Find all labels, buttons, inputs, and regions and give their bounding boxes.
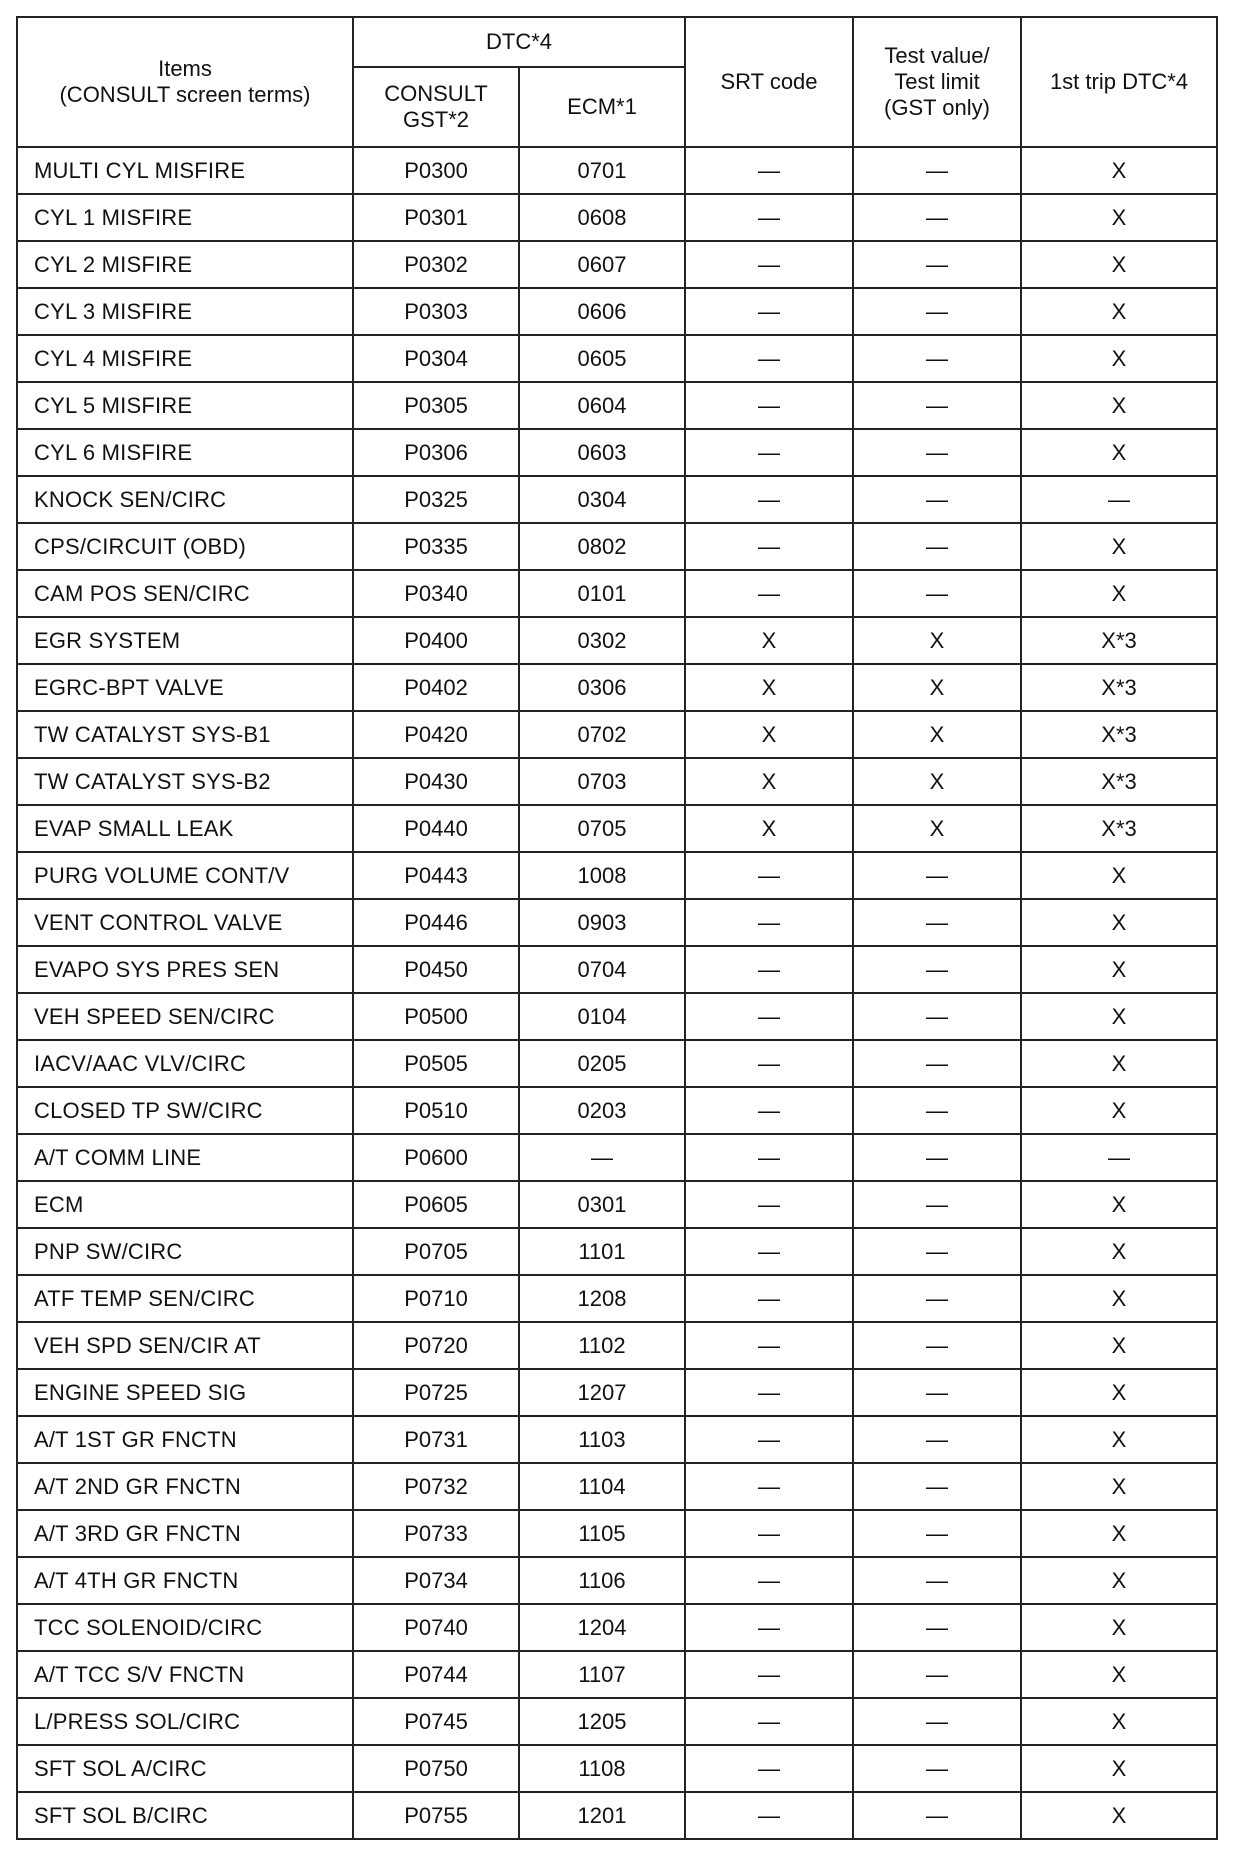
- cell-item: A/T TCC S/V FNCTN: [17, 1651, 353, 1698]
- table-row: [17, 617, 1217, 664]
- table-row: [17, 1745, 1217, 1792]
- cell-item: CLOSED TP SW/CIRC: [17, 1087, 353, 1134]
- cell-item: A/T 3RD GR FNCTN: [17, 1510, 353, 1557]
- cell-srt-code: —: [685, 1604, 853, 1651]
- cell-consult-gst: P0500: [353, 993, 519, 1040]
- cell-consult-gst: P0740: [353, 1604, 519, 1651]
- cell-item: A/T 1ST GR FNCTN: [17, 1416, 353, 1463]
- cell-ecm: 1108: [519, 1745, 685, 1792]
- cell-srt-code: —: [685, 288, 853, 335]
- cell-first-trip-dtc: X: [1021, 570, 1217, 617]
- cell-consult-gst: P0430: [353, 758, 519, 805]
- cell-ecm: 0101: [519, 570, 685, 617]
- table-row: [17, 288, 1217, 335]
- cell-ecm: 0205: [519, 1040, 685, 1087]
- cell-item: CYL 6 MISFIRE: [17, 429, 353, 476]
- cell-srt-code: —: [685, 993, 853, 1040]
- table-row: [17, 476, 1217, 523]
- cell-first-trip-dtc: X: [1021, 1087, 1217, 1134]
- cell-item: PURG VOLUME CONT/V: [17, 852, 353, 899]
- cell-item: A/T 2ND GR FNCTN: [17, 1463, 353, 1510]
- cell-consult-gst: P0446: [353, 899, 519, 946]
- cell-test-value: —: [853, 288, 1021, 335]
- table-body: [17, 147, 1217, 1839]
- cell-first-trip-dtc: X: [1021, 523, 1217, 570]
- cell-srt-code: —: [685, 382, 853, 429]
- cell-ecm: 1103: [519, 1416, 685, 1463]
- cell-srt-code: —: [685, 335, 853, 382]
- table-row: [17, 147, 1217, 194]
- cell-srt-code: —: [685, 1275, 853, 1322]
- cell-first-trip-dtc: X: [1021, 1651, 1217, 1698]
- cell-srt-code: X: [685, 664, 853, 711]
- cell-consult-gst: P0732: [353, 1463, 519, 1510]
- cell-srt-code: —: [685, 1134, 853, 1181]
- table-row: [17, 805, 1217, 852]
- cell-test-value: —: [853, 1228, 1021, 1275]
- table-row: [17, 523, 1217, 570]
- cell-test-value: X: [853, 711, 1021, 758]
- cell-srt-code: —: [685, 476, 853, 523]
- cell-item: CYL 5 MISFIRE: [17, 382, 353, 429]
- cell-srt-code: —: [685, 852, 853, 899]
- header-consult-gst: CONSULT GST*2: [353, 67, 519, 147]
- cell-first-trip-dtc: X: [1021, 147, 1217, 194]
- cell-ecm: 0306: [519, 664, 685, 711]
- cell-srt-code: —: [685, 1792, 853, 1839]
- cell-test-value: —: [853, 570, 1021, 617]
- cell-test-value: —: [853, 1040, 1021, 1087]
- cell-srt-code: —: [685, 1745, 853, 1792]
- cell-ecm: 0903: [519, 899, 685, 946]
- cell-test-value: —: [853, 335, 1021, 382]
- cell-first-trip-dtc: X: [1021, 1745, 1217, 1792]
- cell-first-trip-dtc: X: [1021, 335, 1217, 382]
- cell-item: EVAP SMALL LEAK: [17, 805, 353, 852]
- table-row: [17, 429, 1217, 476]
- cell-item: ATF TEMP SEN/CIRC: [17, 1275, 353, 1322]
- table-row: [17, 1463, 1217, 1510]
- cell-consult-gst: P0755: [353, 1792, 519, 1839]
- cell-srt-code: —: [685, 1557, 853, 1604]
- cell-test-value: —: [853, 852, 1021, 899]
- cell-srt-code: —: [685, 1087, 853, 1134]
- cell-item: EGR SYSTEM: [17, 617, 353, 664]
- cell-consult-gst: P0450: [353, 946, 519, 993]
- cell-test-value: —: [853, 1557, 1021, 1604]
- cell-item: EVAPO SYS PRES SEN: [17, 946, 353, 993]
- cell-item: EGRC-BPT VALVE: [17, 664, 353, 711]
- cell-item: CYL 2 MISFIRE: [17, 241, 353, 288]
- cell-srt-code: —: [685, 241, 853, 288]
- table-header: [17, 17, 1217, 147]
- cell-first-trip-dtc: X: [1021, 382, 1217, 429]
- table-row: [17, 335, 1217, 382]
- cell-first-trip-dtc: X: [1021, 1416, 1217, 1463]
- table-row: [17, 1604, 1217, 1651]
- table-row: [17, 1275, 1217, 1322]
- cell-first-trip-dtc: X: [1021, 1557, 1217, 1604]
- cell-test-value: X: [853, 617, 1021, 664]
- cell-consult-gst: P0305: [353, 382, 519, 429]
- cell-consult-gst: P0750: [353, 1745, 519, 1792]
- table-row: [17, 899, 1217, 946]
- cell-consult-gst: P0733: [353, 1510, 519, 1557]
- cell-ecm: 0802: [519, 523, 685, 570]
- cell-consult-gst: P0440: [353, 805, 519, 852]
- cell-first-trip-dtc: —: [1021, 476, 1217, 523]
- cell-first-trip-dtc: X: [1021, 1698, 1217, 1745]
- cell-consult-gst: P0420: [353, 711, 519, 758]
- cell-test-value: —: [853, 1181, 1021, 1228]
- cell-srt-code: —: [685, 1181, 853, 1228]
- cell-first-trip-dtc: X*3: [1021, 664, 1217, 711]
- cell-consult-gst: P0304: [353, 335, 519, 382]
- cell-ecm: 1101: [519, 1228, 685, 1275]
- cell-srt-code: —: [685, 1698, 853, 1745]
- table-row: [17, 1651, 1217, 1698]
- cell-item: CAM POS SEN/CIRC: [17, 570, 353, 617]
- cell-ecm: 1205: [519, 1698, 685, 1745]
- cell-item: CYL 4 MISFIRE: [17, 335, 353, 382]
- cell-srt-code: —: [685, 1651, 853, 1698]
- cell-item: PNP SW/CIRC: [17, 1228, 353, 1275]
- cell-ecm: 0606: [519, 288, 685, 335]
- cell-item: IACV/AAC VLV/CIRC: [17, 1040, 353, 1087]
- cell-first-trip-dtc: X*3: [1021, 758, 1217, 805]
- cell-ecm: 1204: [519, 1604, 685, 1651]
- cell-item: CYL 3 MISFIRE: [17, 288, 353, 335]
- table-row: [17, 241, 1217, 288]
- header-dtc-group: DTC*4: [353, 17, 685, 67]
- cell-first-trip-dtc: X: [1021, 194, 1217, 241]
- cell-consult-gst: P0302: [353, 241, 519, 288]
- cell-test-value: —: [853, 476, 1021, 523]
- cell-ecm: 1105: [519, 1510, 685, 1557]
- cell-test-value: —: [853, 1745, 1021, 1792]
- cell-srt-code: —: [685, 1322, 853, 1369]
- cell-ecm: 0607: [519, 241, 685, 288]
- cell-srt-code: —: [685, 899, 853, 946]
- cell-consult-gst: P0443: [353, 852, 519, 899]
- table-row: [17, 1557, 1217, 1604]
- cell-first-trip-dtc: X: [1021, 288, 1217, 335]
- cell-srt-code: —: [685, 1040, 853, 1087]
- cell-test-value: X: [853, 664, 1021, 711]
- header-test-value: Test value/ Test limit (GST only): [853, 17, 1021, 147]
- table-row: [17, 1698, 1217, 1745]
- cell-ecm: 1208: [519, 1275, 685, 1322]
- cell-consult-gst: P0705: [353, 1228, 519, 1275]
- cell-item: MULTI CYL MISFIRE: [17, 147, 353, 194]
- cell-first-trip-dtc: X: [1021, 1792, 1217, 1839]
- cell-consult-gst: P0505: [353, 1040, 519, 1087]
- cell-item: TW CATALYST SYS-B2: [17, 758, 353, 805]
- cell-ecm: 1102: [519, 1322, 685, 1369]
- cell-test-value: —: [853, 1604, 1021, 1651]
- table-row: [17, 1510, 1217, 1557]
- cell-first-trip-dtc: X: [1021, 1369, 1217, 1416]
- cell-test-value: —: [853, 1322, 1021, 1369]
- cell-first-trip-dtc: X: [1021, 429, 1217, 476]
- cell-consult-gst: P0731: [353, 1416, 519, 1463]
- cell-item: A/T 4TH GR FNCTN: [17, 1557, 353, 1604]
- cell-test-value: —: [853, 523, 1021, 570]
- cell-first-trip-dtc: X: [1021, 1510, 1217, 1557]
- cell-srt-code: X: [685, 617, 853, 664]
- cell-test-value: —: [853, 241, 1021, 288]
- cell-test-value: —: [853, 899, 1021, 946]
- cell-srt-code: —: [685, 523, 853, 570]
- table-row: [17, 758, 1217, 805]
- cell-ecm: —: [519, 1134, 685, 1181]
- cell-ecm: 0203: [519, 1087, 685, 1134]
- cell-first-trip-dtc: X: [1021, 241, 1217, 288]
- cell-test-value: —: [853, 993, 1021, 1040]
- cell-srt-code: —: [685, 429, 853, 476]
- cell-ecm: 0604: [519, 382, 685, 429]
- cell-test-value: —: [853, 1792, 1021, 1839]
- header-items: Items (CONSULT screen terms): [17, 17, 353, 147]
- table-row: [17, 194, 1217, 241]
- cell-test-value: —: [853, 1369, 1021, 1416]
- cell-consult-gst: P0301: [353, 194, 519, 241]
- cell-item: TW CATALYST SYS-B1: [17, 711, 353, 758]
- cell-consult-gst: P0510: [353, 1087, 519, 1134]
- cell-first-trip-dtc: —: [1021, 1134, 1217, 1181]
- cell-srt-code: —: [685, 1228, 853, 1275]
- cell-consult-gst: P0744: [353, 1651, 519, 1698]
- table-row: [17, 1322, 1217, 1369]
- cell-srt-code: —: [685, 1369, 853, 1416]
- cell-item: A/T COMM LINE: [17, 1134, 353, 1181]
- cell-item: ECM: [17, 1181, 353, 1228]
- cell-ecm: 0304: [519, 476, 685, 523]
- cell-ecm: 1107: [519, 1651, 685, 1698]
- cell-srt-code: X: [685, 805, 853, 852]
- cell-first-trip-dtc: X: [1021, 993, 1217, 1040]
- cell-srt-code: —: [685, 946, 853, 993]
- cell-srt-code: —: [685, 570, 853, 617]
- cell-ecm: 0705: [519, 805, 685, 852]
- cell-first-trip-dtc: X: [1021, 1181, 1217, 1228]
- cell-first-trip-dtc: X: [1021, 1322, 1217, 1369]
- table-row: [17, 993, 1217, 1040]
- cell-item: VENT CONTROL VALVE: [17, 899, 353, 946]
- table-row: [17, 1040, 1217, 1087]
- table-row: [17, 711, 1217, 758]
- table-row: [17, 1087, 1217, 1134]
- cell-test-value: —: [853, 946, 1021, 993]
- table-row: [17, 664, 1217, 711]
- cell-consult-gst: P0745: [353, 1698, 519, 1745]
- cell-consult-gst: P0335: [353, 523, 519, 570]
- cell-test-value: —: [853, 429, 1021, 476]
- cell-consult-gst: P0340: [353, 570, 519, 617]
- cell-consult-gst: P0306: [353, 429, 519, 476]
- cell-item: KNOCK SEN/CIRC: [17, 476, 353, 523]
- table-row: [17, 1181, 1217, 1228]
- header-ecm: ECM*1: [519, 67, 685, 147]
- table-row: [17, 852, 1217, 899]
- cell-first-trip-dtc: X: [1021, 946, 1217, 993]
- cell-test-value: —: [853, 1510, 1021, 1557]
- cell-test-value: —: [853, 1698, 1021, 1745]
- table-row: [17, 1228, 1217, 1275]
- cell-ecm: 0301: [519, 1181, 685, 1228]
- cell-item: TCC SOLENOID/CIRC: [17, 1604, 353, 1651]
- cell-first-trip-dtc: X: [1021, 899, 1217, 946]
- cell-first-trip-dtc: X: [1021, 1275, 1217, 1322]
- cell-first-trip-dtc: X: [1021, 1604, 1217, 1651]
- table-row: [17, 1416, 1217, 1463]
- cell-item: SFT SOL B/CIRC: [17, 1792, 353, 1839]
- cell-item: VEH SPEED SEN/CIRC: [17, 993, 353, 1040]
- cell-srt-code: —: [685, 1416, 853, 1463]
- table-row: [17, 946, 1217, 993]
- cell-first-trip-dtc: X: [1021, 1463, 1217, 1510]
- cell-consult-gst: P0600: [353, 1134, 519, 1181]
- cell-item: ENGINE SPEED SIG: [17, 1369, 353, 1416]
- cell-srt-code: X: [685, 758, 853, 805]
- cell-test-value: —: [853, 1087, 1021, 1134]
- dtc-table-page: [16, 16, 1216, 1840]
- cell-item: L/PRESS SOL/CIRC: [17, 1698, 353, 1745]
- cell-test-value: —: [853, 1134, 1021, 1181]
- header-srt-code: SRT code: [685, 17, 853, 147]
- cell-ecm: 0608: [519, 194, 685, 241]
- cell-test-value: —: [853, 1463, 1021, 1510]
- cell-ecm: 0704: [519, 946, 685, 993]
- cell-consult-gst: P0303: [353, 288, 519, 335]
- cell-srt-code: —: [685, 1463, 853, 1510]
- cell-test-value: —: [853, 382, 1021, 429]
- cell-consult-gst: P0710: [353, 1275, 519, 1322]
- table-row: [17, 1792, 1217, 1839]
- cell-srt-code: —: [685, 1510, 853, 1557]
- cell-test-value: —: [853, 194, 1021, 241]
- table-row: [17, 1134, 1217, 1181]
- cell-consult-gst: P0720: [353, 1322, 519, 1369]
- cell-item: SFT SOL A/CIRC: [17, 1745, 353, 1792]
- cell-ecm: 0603: [519, 429, 685, 476]
- cell-first-trip-dtc: X: [1021, 1228, 1217, 1275]
- table-row: [17, 570, 1217, 617]
- cell-first-trip-dtc: X*3: [1021, 805, 1217, 852]
- cell-consult-gst: P0300: [353, 147, 519, 194]
- cell-consult-gst: P0734: [353, 1557, 519, 1604]
- cell-consult-gst: P0402: [353, 664, 519, 711]
- cell-srt-code: X: [685, 711, 853, 758]
- cell-test-value: —: [853, 1651, 1021, 1698]
- cell-ecm: 1207: [519, 1369, 685, 1416]
- dtc-table: [16, 16, 1218, 1840]
- cell-ecm: 0701: [519, 147, 685, 194]
- header-first-trip-dtc: 1st trip DTC*4: [1021, 17, 1217, 147]
- cell-ecm: 0703: [519, 758, 685, 805]
- cell-consult-gst: P0325: [353, 476, 519, 523]
- cell-test-value: —: [853, 1275, 1021, 1322]
- cell-ecm: 0702: [519, 711, 685, 758]
- cell-ecm: 1106: [519, 1557, 685, 1604]
- cell-ecm: 0302: [519, 617, 685, 664]
- cell-first-trip-dtc: X: [1021, 852, 1217, 899]
- cell-item: CPS/CIRCUIT (OBD): [17, 523, 353, 570]
- table-row: [17, 382, 1217, 429]
- cell-test-value: X: [853, 805, 1021, 852]
- cell-test-value: —: [853, 147, 1021, 194]
- cell-consult-gst: P0605: [353, 1181, 519, 1228]
- cell-consult-gst: P0725: [353, 1369, 519, 1416]
- cell-ecm: 0605: [519, 335, 685, 382]
- cell-item: VEH SPD SEN/CIR AT: [17, 1322, 353, 1369]
- cell-test-value: X: [853, 758, 1021, 805]
- cell-item: CYL 1 MISFIRE: [17, 194, 353, 241]
- cell-ecm: 0104: [519, 993, 685, 1040]
- cell-consult-gst: P0400: [353, 617, 519, 664]
- cell-first-trip-dtc: X*3: [1021, 711, 1217, 758]
- cell-test-value: —: [853, 1416, 1021, 1463]
- cell-first-trip-dtc: X: [1021, 1040, 1217, 1087]
- cell-ecm: 1201: [519, 1792, 685, 1839]
- cell-ecm: 1104: [519, 1463, 685, 1510]
- table-row: [17, 1369, 1217, 1416]
- cell-srt-code: —: [685, 194, 853, 241]
- cell-ecm: 1008: [519, 852, 685, 899]
- cell-first-trip-dtc: X*3: [1021, 617, 1217, 664]
- cell-srt-code: —: [685, 147, 853, 194]
